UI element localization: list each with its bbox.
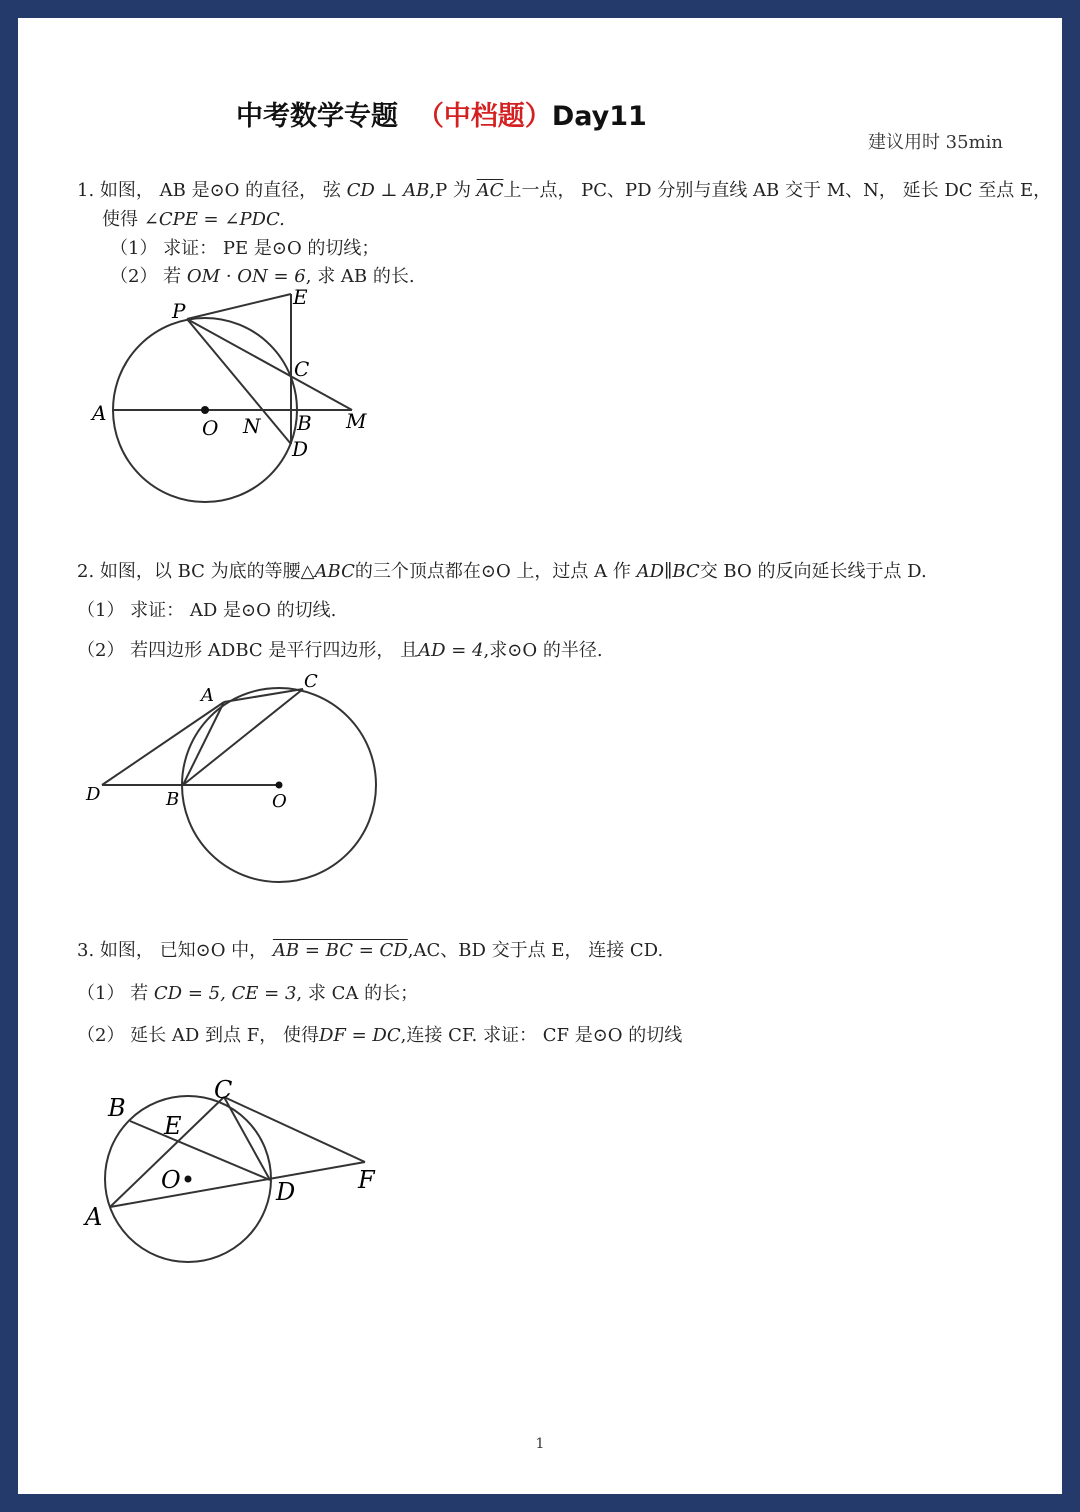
- q1-label-p: P: [172, 299, 186, 323]
- q1-line-pe: [187, 294, 291, 319]
- q2-line-ac: [224, 689, 303, 702]
- q3-figure: [0, 1070, 420, 1270]
- q3-label-c: C: [214, 1076, 233, 1104]
- q1-label-o: O: [202, 416, 219, 440]
- q1-figure: [0, 280, 420, 520]
- title-main: 中考数学专题: [236, 101, 398, 132]
- q1-stem-line1: 1. 如图， AB 是⊙O 的直径， 弦 CD ⊥ AB,P 为 $\overline{AC}$上一点， PC、PD 分别与直线 AB 交于 M、N， 延长 DC 至点 E，: [77, 180, 1052, 201]
- arc-ac: $\overline{AC}$: [476, 180, 504, 201]
- q3-part1: （1） 若 CD = 5, CE = 3, 求 CA 的长；: [77, 983, 419, 1004]
- q2-part2: （2） 若四边形 ADBC 是平行四边形， 且AD = 4,求⊙O 的半径.: [77, 640, 603, 661]
- q1-label-d: D: [292, 437, 309, 461]
- q2-line-da: [102, 702, 224, 785]
- q1-label-b: B: [297, 411, 312, 435]
- q3-line-cd: [224, 1097, 270, 1180]
- suggested-time: 建议用时 35min: [867, 132, 1003, 153]
- q3-label-f: F: [358, 1166, 375, 1194]
- q1-stem-line2: 使得 ∠CPE = ∠PDC.: [102, 209, 285, 230]
- q2-label-o: O: [272, 791, 287, 812]
- page-number: 1: [535, 1436, 545, 1452]
- q1-label-m: M: [346, 409, 367, 433]
- q2-label-d: D: [86, 784, 101, 805]
- q2-center-dot: [276, 782, 283, 789]
- q1-label-e: E: [293, 285, 308, 309]
- title-day: Day11: [551, 101, 647, 132]
- q2-part1: （1） 求证： AD 是⊙O 的切线.: [77, 600, 337, 621]
- q3-center-dot: [185, 1176, 192, 1183]
- q3-label-d: D: [276, 1178, 296, 1206]
- q2-stem: 2. 如图，以 BC 为底的等腰△ABC的三个顶点都在⊙O 上，过点 A 作 AD∥BC交 BO 的反向延长线于点 D.: [77, 561, 927, 582]
- arcs-ab-bc-cd: AB = BC = CD: [272, 940, 408, 961]
- page-title: [236, 94, 647, 133]
- q2-line-ab: [183, 702, 224, 785]
- q2-label-a: A: [201, 685, 214, 706]
- q3-line-cf: [224, 1097, 365, 1162]
- q3-label-b: B: [108, 1094, 126, 1122]
- q1-label-c: C: [294, 357, 310, 381]
- q2-figure: [0, 665, 420, 895]
- q1-label-a: A: [92, 401, 107, 425]
- q3-stem: 3. 如图， 已知⊙O 中， AB = BC = CD,AC、BD 交于点 E， 连接 CD.: [77, 940, 664, 961]
- q3-line-bd: [130, 1121, 270, 1180]
- q2-label-b: B: [166, 789, 180, 810]
- title-tag: （中档题）: [416, 101, 552, 132]
- q3-label-a: A: [85, 1203, 103, 1231]
- q2-label-c: C: [304, 671, 318, 692]
- q1-part1: （1） 求证： PE 是⊙O 的切线；: [110, 238, 380, 259]
- q3-part2: （2） 延长 AD 到点 F， 使得DF = DC,连接 CF. 求证： CF 是⊙O 的切线: [77, 1025, 683, 1046]
- q3-label-e: E: [164, 1112, 182, 1140]
- q1-center-dot: [201, 406, 209, 414]
- q1-label-n: N: [243, 414, 261, 438]
- q3-label-o: O: [161, 1166, 181, 1194]
- q1-part2: （2） 若 OM · ON = 6, 求 AB 的长.: [110, 266, 415, 287]
- q1-line-pm: [187, 319, 352, 410]
